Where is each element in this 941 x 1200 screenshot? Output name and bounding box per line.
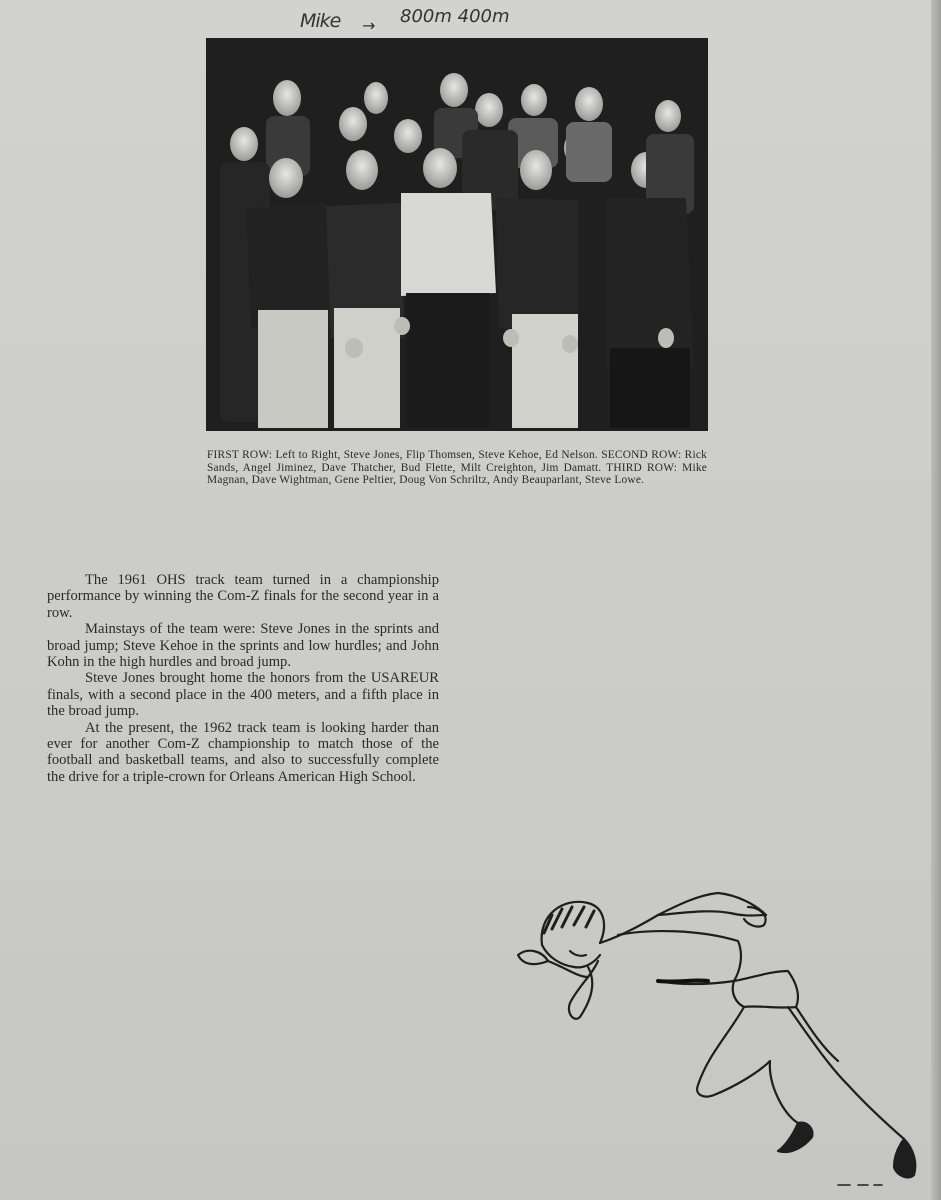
- handwritten-arrow: →: [362, 16, 376, 35]
- article-paragraph: At the present, the 1962 track team is looking harder than ever for another Com-Z championship to match those of the football and basketball teams, and also to successfully complete the drive for a triple-crown for Orleans American High School.: [47, 719, 439, 785]
- team-photo: [206, 38, 708, 431]
- team-photo-drawing: [206, 38, 708, 431]
- sprinter-drawing-icon: [508, 885, 928, 1195]
- page-edge: [931, 0, 941, 1200]
- article-paragraph: Mainstays of the team were: Steve Jones in the sprints and broad jump; Steve Kehoe in the sprints and low hurdles; and John Kohn in the high hurdles and broad jump.: [47, 621, 439, 671]
- photo-caption: FIRST ROW: Left to Right, Steve Jones, Flip Thomsen, Steve Kehoe, Ed Nelson. SECOND ROW: Rick Sands, Angel Jiminez, Dave Thatcher, Bud Flette, Milt Creighton, Jim Damatt. THIRD ROW: Mike Magnan, Dave Wightman, Gene Peltier, Doug Von Schriltz, Andy Beauparlant, Steve Lowe.: [207, 449, 707, 486]
- article-text: [47, 572, 439, 785]
- handwritten-note: [300, 2, 560, 42]
- article-paragraph: Steve Jones brought home the honors from the USAREUR finals, with a second place in the 400 meters, and a fifth place in the broad jump.: [47, 670, 439, 720]
- handwritten-distances: 800m 400m: [400, 6, 510, 27]
- handwritten-name: Mike: [300, 10, 341, 32]
- article-paragraph: The 1961 OHS track team turned in a championship performance by winning the Com-Z finals for the second year in a row.: [47, 572, 439, 621]
